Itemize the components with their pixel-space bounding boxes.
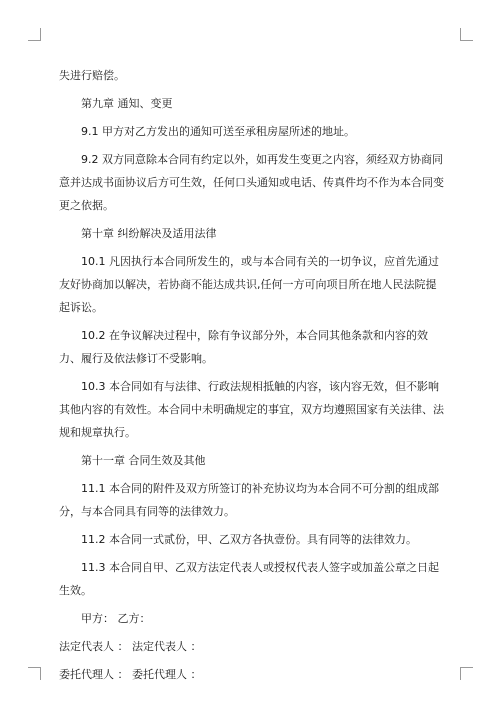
clause-9-1: 9.1 甲方对乙方发出的通知可送至承租房屋所述的地址。	[81, 125, 355, 138]
document-page	[59, 64, 444, 691]
clause-9-2: 9.2 双方同意除本合同有约定以外，如再发生变更之内容，须经双方协商同意并达成书面协议后方可生效，任何口头通知或电话、传真件均不作为本合同变更之依据。	[59, 153, 444, 212]
signature-parties-line: 甲方： 乙方：	[81, 612, 151, 625]
clause-10-2: 10.2 在争议解决过程中，除有争议部分外，本合同其他条款和内容的效力、履行及依法修订不受影响。	[59, 329, 428, 365]
chapter-heading-9: 第九章 通知、变更	[81, 97, 173, 110]
page-corner-mark-top-right	[460, 28, 473, 41]
chapter-heading-10: 第十章 纠纷解决及适用法律	[81, 227, 217, 240]
signature-legal-representative-line: 法定代表人 ： 法定代表人 ：	[59, 640, 202, 653]
clause-11-2: 11.2 本合同一式贰份，甲、乙双方各执壹份。具有同等的法律效力。	[81, 533, 417, 546]
page-corner-mark-bottom-left	[28, 667, 41, 680]
chapter-heading-11: 第十一章 合同生效及其他	[81, 454, 206, 467]
page-corner-mark-bottom-right	[460, 667, 473, 680]
signature-authorized-agent-line: 委托代理人 ： 委托代理人 ：	[59, 668, 202, 681]
page-corner-mark-top-left	[28, 28, 41, 41]
clause-11-3: 11.3 本合同自甲、乙双方法定代表人或授权代表人签字或加盖公章之日起生效。	[59, 561, 439, 597]
paragraph-continued: 失进行赔偿。	[59, 69, 125, 82]
clause-10-1: 10.1 凡因执行本合同所发生的，或与本合同有关的一切争议，应首先通过友好协商加以解决，若协商不能达成共识,任何一方可向项目所在地人民法院提起诉讼。	[59, 255, 439, 314]
clause-10-3: 10.3 本合同如有与法律、行政法规相抵触的内容，该内容无效，但不影响其他内容的有效性。本合同中未明确规定的事宜，双方均遵照国家有关法律、法规和规章执行。	[59, 380, 444, 439]
clause-11-1: 11.1 本合同的附件及双方所签订的补充协议均为本合同不可分割的组成部分，与本合同具有同等的法律效力。	[59, 482, 439, 518]
